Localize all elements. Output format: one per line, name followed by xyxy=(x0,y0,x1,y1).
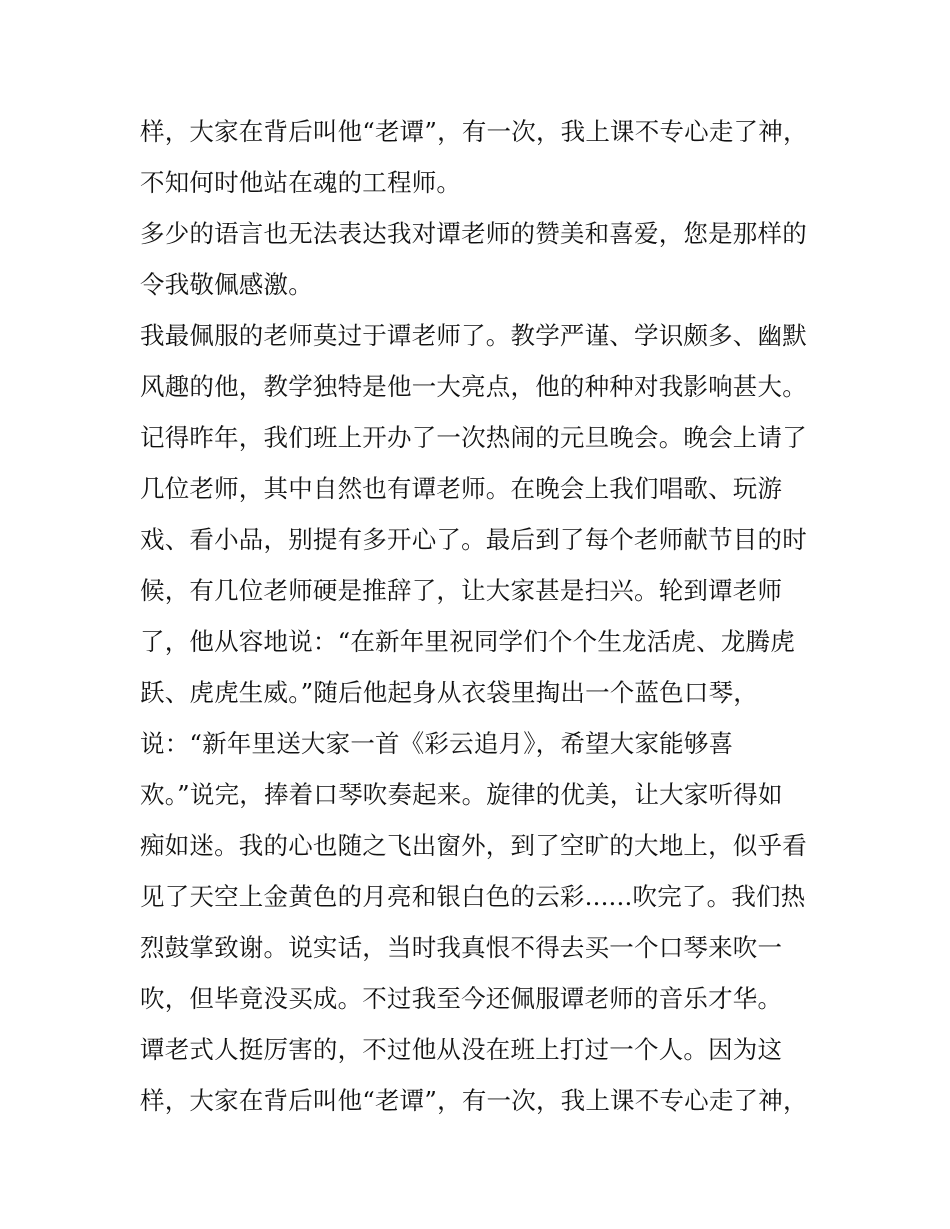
text-line: 吹，但毕竟没买成。不过我至今还佩服谭老师的音乐才华。 xyxy=(140,984,783,1013)
text-line: 见了天空上金黄色的月亮和银白色的云彩......吹完了。我们热 xyxy=(140,882,806,911)
text-line: 痴如迷。我的心也随之飞出窗外，到了空旷的大地上，似乎看 xyxy=(140,831,807,860)
text-line: 欢。”说完，捧着口琴吹奏起来。旋律的优美，让大家听得如 xyxy=(140,780,783,809)
text-line: 跃、虎虎生威。”随后他起身从衣袋里掏出一个蓝色口琴， xyxy=(140,678,758,707)
text-line: 样，大家在背后叫他“老谭”，有一次，我上课不专心走了神， xyxy=(140,117,808,146)
text-line: 记得昨年，我们班上开办了一次热闹的元旦晚会。晚会上请了 xyxy=(140,423,807,452)
text-line: 多少的语言也无法表达我对谭老师的赞美和喜爱，您是那样的 xyxy=(140,219,807,248)
body-text xyxy=(140,106,820,1126)
text-line: 谭老式人挺厉害的，不过他从没在班上打过一个人。因为这 xyxy=(140,1035,783,1064)
text-line: 我最佩服的老师莫过于谭老师了。教学严谨、学识颇多、幽默 xyxy=(140,321,807,350)
text-line: 风趣的他，教学独特是他一大亮点，他的种种对我影响甚大。 xyxy=(140,372,807,401)
text-line: 候，有几位老师硬是推辞了，让大家甚是扫兴。轮到谭老师 xyxy=(140,576,783,605)
text-line: 几位老师，其中自然也有谭老师。在晚会上我们唱歌、玩游 xyxy=(140,474,783,503)
text-line: 令我敬佩感激。 xyxy=(140,270,313,299)
text-line: 烈鼓掌致谢。说实话，当时我真恨不得去买一个口琴来吹一 xyxy=(140,933,783,962)
text-line: 了，他从容地说：“在新年里祝同学们个个生龙活虎、龙腾虎 xyxy=(140,627,795,656)
text-line: 说：“新年里送大家一首《彩云追月》，希望大家能够喜 xyxy=(140,729,734,758)
text-line: 样，大家在背后叫他“老谭”，有一次，我上课不专心走了神， xyxy=(140,1086,808,1115)
text-line: 不知何时他站在魂的工程师。 xyxy=(140,168,462,197)
text-line: 戏、看小品，别提有多开心了。最后到了每个老师献节目的时 xyxy=(140,525,807,554)
